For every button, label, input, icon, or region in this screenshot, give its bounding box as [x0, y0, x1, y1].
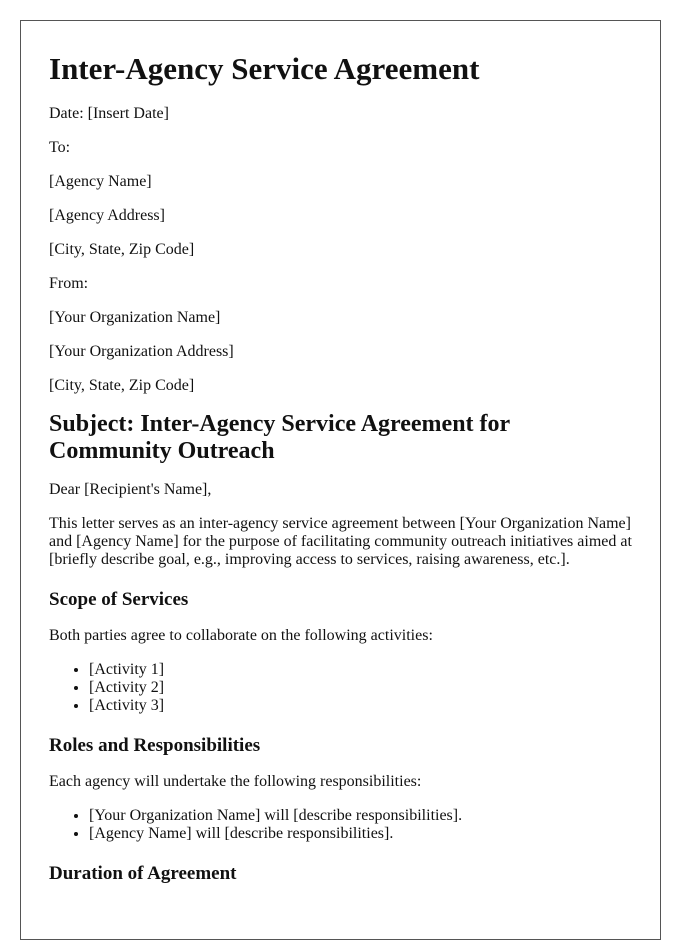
to-label: To:: [49, 139, 71, 156]
roles-heading: Roles and Responsibilities: [49, 735, 261, 756]
intro-paragraph: This letter serves as an inter-agency service agreement between [Your Organization Name] and [Agency Name] for the purpose of facilitating community outreach initiatives aimed at [briefly describe goal, e.g., improving access to services, raising awareness, etc.].: [49, 515, 632, 568]
scope-heading: Scope of Services: [49, 589, 189, 610]
subject-heading: Subject: Inter-Agency Service Agreement for Community Outreach: [49, 411, 510, 464]
duration-heading: Duration of Agreement: [49, 863, 237, 884]
document-title: Inter-Agency Service Agreement: [49, 51, 480, 86]
scope-intro: Both parties agree to collaborate on the following activities:: [49, 627, 433, 644]
to-agency-name: [Agency Name]: [49, 173, 152, 190]
list-item: • [Activity 2]: [89, 679, 632, 697]
from-label: From:: [49, 275, 89, 292]
salutation: Dear [Recipient's Name],: [49, 481, 212, 498]
from-org-address: [Your Organization Address]: [49, 343, 234, 360]
list-item: • [Activity 1]: [89, 661, 632, 679]
from-org-name: [Your Organization Name]: [49, 309, 221, 326]
scope-list: [49, 661, 632, 715]
date-line: Date: [Insert Date]: [49, 105, 169, 122]
roles-intro: Each agency will undertake the following responsibilities:: [49, 773, 422, 790]
from-city-state-zip: [City, State, Zip Code]: [49, 377, 195, 394]
to-agency-address: [Agency Address]: [49, 207, 165, 224]
list-item: • [Agency Name] will [describe responsibilities].: [89, 825, 632, 843]
list-item: • [Activity 3]: [89, 697, 632, 715]
letter-page: [20, 20, 661, 940]
roles-list: [49, 807, 632, 843]
to-city-state-zip: [City, State, Zip Code]: [49, 241, 195, 258]
list-item: • [Your Organization Name] will [describe responsibilities].: [89, 807, 632, 825]
